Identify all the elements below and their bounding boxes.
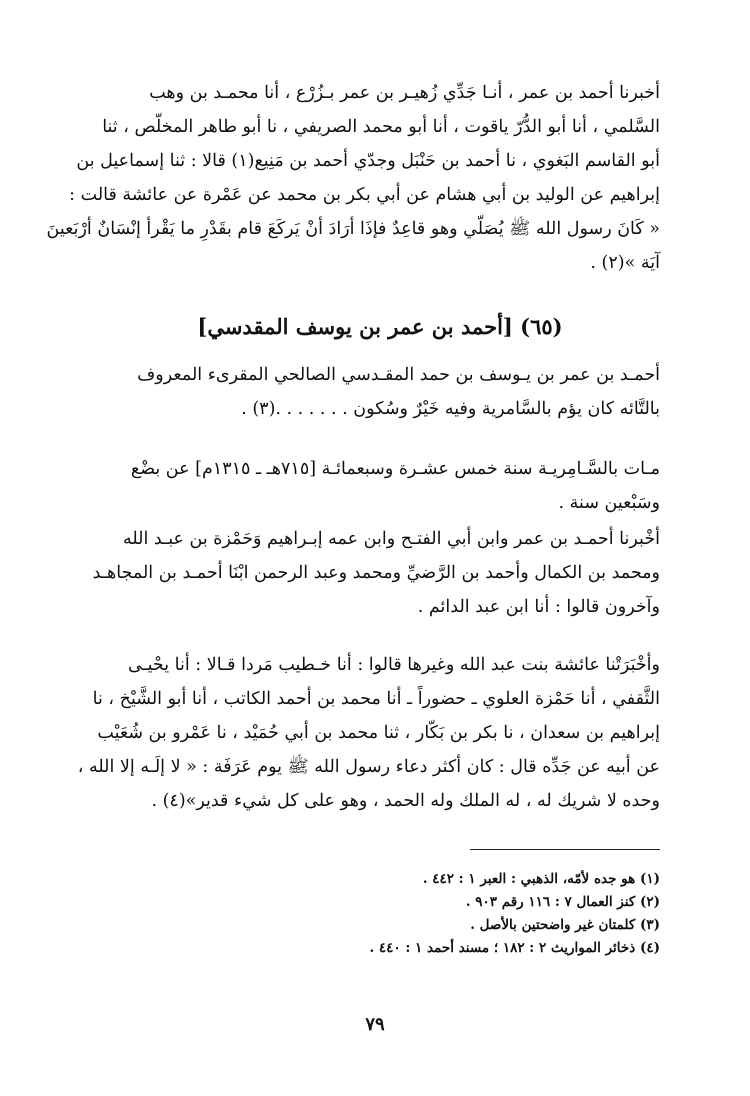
text-line: وأخْبَرَتْنا عائشة بنت عبد الله وغيرها قالوا : أنا خـطيب مَردا قـالا : أنا يحْيـى xyxy=(127,655,660,675)
page-number: ٧٩ xyxy=(365,1014,385,1035)
footnote: (١) هو جده لأمّه، الذهبي : العبر ١ : ٤٤٢ . xyxy=(422,871,660,887)
text-line: أخْبرنا أحمـد بن عمر وابن أبي الفتـح وابن عمه إبـراهيم وَحَمْزة بن عبـد الله xyxy=(122,529,660,549)
footnotes xyxy=(100,868,660,960)
hadith-paragraph-1 xyxy=(46,76,660,280)
text-line: إبراهيم بن سعدان ، نا بكر بن بَكّار ، ثنا محمد بن أبي حُمَيْد ، نا عَمْرو بن شُعَيْب xyxy=(97,723,660,743)
text-line: السَّلمي ، أنا أبو الدُّرّ ياقوت ، أنا أبو محمد الصريفي ، نا أبو طاهر المخلّص ، ثنا xyxy=(102,117,660,137)
hadith-paragraph-2 xyxy=(77,648,660,818)
text-line: عن أبيه عن جَدِّه قال : كان أكثر دعاء رسول الله ﷺ يوم عَرَفَة : « لا إلَـه إلا الله ، xyxy=(77,757,660,777)
text-line: أخبرنا أحمد بن عمر ، أنـا جَدِّي زُهيـر بن عمر بـزُرْع ، أنا محمـد بن وهب xyxy=(149,83,660,103)
text-line: وسَبْعين سنة . xyxy=(558,493,660,513)
text-line: بالتَّائه كان يؤم بالسَّامرية وفيه خَيْرٌ وسُكون . . . . . . .(٣) . xyxy=(241,399,660,419)
narrators-paragraph xyxy=(92,522,660,624)
text-line: الثَّقفي ، أنا حَمْزة العلوي ـ حضوراً ـ أنا محمد بن أحمد الكاتب ، أنا أبو الشَّيْخ ، نا xyxy=(92,689,660,709)
footnote: (٤) ذخائر المواريث ٢ : ١٨٢ ؛ مسند أحمد ١ : ٤٤٠ . xyxy=(369,940,660,956)
text-line: آيَة »(٢) . xyxy=(590,253,660,273)
text-line: أبو القاسم البَغوي ، نا أحمد بن حَنْبَل وجدّي أحمد بن مَنِيع(١) قالا : ثنا إسماعيل بن xyxy=(76,151,660,171)
biography-paragraph xyxy=(100,358,660,426)
text-line: وآخرون قالوا : أنا ابن عبد الدائم . xyxy=(417,597,660,617)
death-paragraph xyxy=(100,452,660,520)
entry-heading: (٦٥) [أحمد بن عمر بن يوسف المقدسي] xyxy=(197,314,563,339)
text-line: أحمـد بن عمر بن يـوسف بن حمد المقـدسي الصالحي المقرىء المعروف xyxy=(137,365,660,385)
text-line: « كَانَ رسول الله ﷺ يُصَلّي وهو قاعِدٌ فإذَا أرَادَ أنْ يَركَعَ قام بقَدْرِ ما يَقْرأ إنْسَانٌ أرْبَعينَ xyxy=(46,219,660,239)
footnote: (٣) كلمتان غير واضحتين بالأصل . xyxy=(470,917,660,933)
footnote: (٢) كنز العمال ٧ : ١١٦ رقم ٩٠٣ . xyxy=(465,894,660,910)
text-line: إبراهيم عن الوليد بن أبي هشام عن أبي بكر بن محمد عن عَمْرة عن عائشة قالت : xyxy=(69,185,660,205)
footnote-divider xyxy=(470,849,660,850)
text-line: وحده لا شريك له ، له الملك وله الحمد ، وهو على كل شيء قدير»(٤) . xyxy=(151,791,660,811)
text-line: مـات بالسَّـامِريـة سنة خمس عشـرة وسبعمائـة [٧١٥هـ ـ ١٣١٥م] عن بضْع xyxy=(130,459,660,479)
text-line: ومحمد بن الكمال وأحمد بن الرَّضيِّ ومحمد وعبد الرحمن ابْنَا أحمـد بن المجاهـد xyxy=(92,563,660,583)
